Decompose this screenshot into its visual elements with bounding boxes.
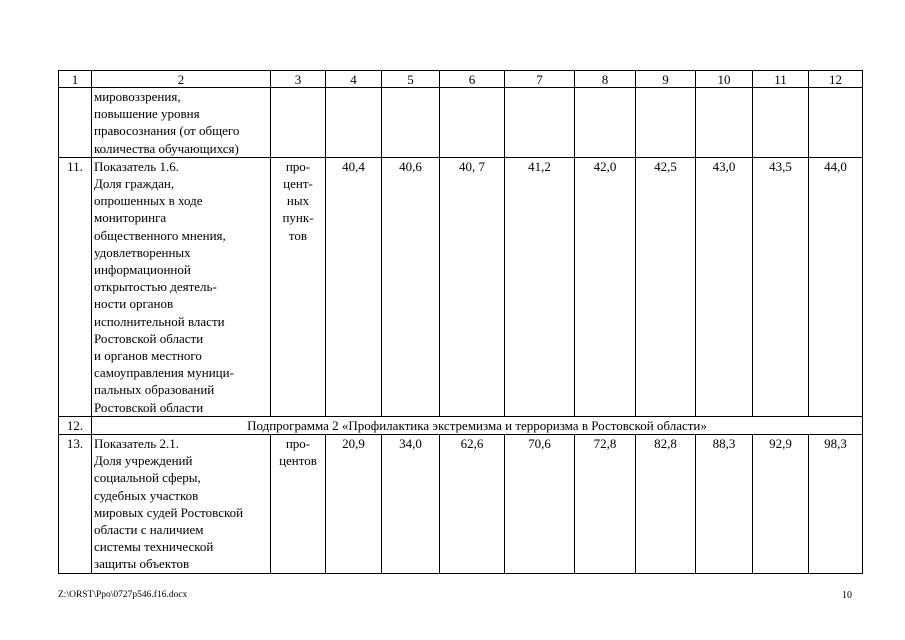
value-cell xyxy=(575,88,636,158)
cell-line: Доля граждан, xyxy=(94,176,175,192)
header-cell-12: 12 xyxy=(809,71,863,88)
value-cell xyxy=(440,88,505,158)
value-cell: 42,0 xyxy=(575,157,636,416)
value-cell xyxy=(382,88,440,158)
cell-line: удовлетворенных xyxy=(94,244,191,260)
cell-line: тов xyxy=(288,227,308,243)
value-cell xyxy=(753,88,809,158)
cell-line: мировых судей Ростовской xyxy=(94,504,244,520)
cell-line: Ростовской области xyxy=(94,399,204,415)
cell-line: цент- xyxy=(283,176,313,192)
table-row-12-subprogram xyxy=(59,416,863,434)
cell-line: самоуправления муници- xyxy=(94,365,234,381)
header-cell-10: 10 xyxy=(696,71,753,88)
value-cell: 98,3 xyxy=(809,435,863,574)
header-cell-5: 5 xyxy=(382,71,440,88)
value-cell xyxy=(809,88,863,158)
unit-cell xyxy=(271,157,326,416)
cell-line: центов xyxy=(279,453,317,469)
cell-line: информационной xyxy=(94,262,191,278)
cell-line: области с наличием xyxy=(94,522,204,538)
indicator-name xyxy=(92,157,271,416)
header-cell-11: 11 xyxy=(753,71,809,88)
cell-line: судебных участков xyxy=(94,487,199,503)
cell-line: повышение уровня xyxy=(94,106,200,122)
cell-line: Показатель 1.6. xyxy=(94,158,179,174)
cell-line: открытостью деятель- xyxy=(94,279,217,295)
value-cell: 43,5 xyxy=(753,157,809,416)
header-cell-6: 6 xyxy=(440,71,505,88)
header-cell-7: 7 xyxy=(505,71,575,88)
value-cell xyxy=(636,88,696,158)
value-cell: 44,0 xyxy=(809,157,863,416)
value-cell: 62,6 xyxy=(440,435,505,574)
row-number: 12. xyxy=(59,416,92,434)
cell-line: про- xyxy=(285,158,311,174)
value-cell: 34,0 xyxy=(382,435,440,574)
value-cell xyxy=(505,88,575,158)
cell-line: пунк- xyxy=(282,210,314,226)
cell-line: ных xyxy=(286,193,310,209)
footer-file-path: Z:\ORST\Ppo\0727p546.f16.docx xyxy=(58,590,188,600)
cell-line: правосознания (от общего xyxy=(94,123,240,139)
value-cell: 82,8 xyxy=(636,435,696,574)
value-cell: 72,8 xyxy=(575,435,636,574)
row-number: 13. xyxy=(59,435,92,574)
table-row-13 xyxy=(59,435,863,574)
cell-line: исполнительной власти xyxy=(94,313,225,329)
value-cell: 40, 7 xyxy=(440,157,505,416)
header-cell-4: 4 xyxy=(326,71,382,88)
value-cell: 40,4 xyxy=(326,157,382,416)
cell-line: защиты объектов xyxy=(94,556,190,572)
value-cell: 88,3 xyxy=(696,435,753,574)
cell-line: и органов местного xyxy=(94,348,202,364)
indicator-name xyxy=(92,435,271,574)
cell-line: общественного мнения, xyxy=(94,227,226,243)
unit-cell xyxy=(271,88,326,158)
value-cell xyxy=(326,88,382,158)
header-cell-9: 9 xyxy=(636,71,696,88)
cell-line: Доля учреждений xyxy=(94,453,193,469)
footer-page-number: 10 xyxy=(842,590,852,601)
value-cell: 20,9 xyxy=(326,435,382,574)
cell-line: ности органов xyxy=(94,296,174,312)
indicator-name xyxy=(92,88,271,158)
table-row-continued xyxy=(59,88,863,158)
unit-cell xyxy=(271,435,326,574)
row-number: 11. xyxy=(59,157,92,416)
cell-line: системы технической xyxy=(94,539,214,555)
cell-line: Показатель 2.1. xyxy=(94,436,179,452)
subprogram-title: Подпрограмма 2 «Профилактика экстремизма и терроризма в Ростовской области» xyxy=(92,416,863,434)
indicator-table xyxy=(58,70,863,574)
value-cell xyxy=(696,88,753,158)
header-cell-2: 2 xyxy=(92,71,271,88)
cell-line: мониторинга xyxy=(94,210,167,226)
cell-line: Ростовской области xyxy=(94,330,204,346)
header-cell-3: 3 xyxy=(271,71,326,88)
value-cell: 40,6 xyxy=(382,157,440,416)
value-cell: 42,5 xyxy=(636,157,696,416)
cell-line: опрошенных в ходе xyxy=(94,193,203,209)
header-cell-8: 8 xyxy=(575,71,636,88)
value-cell: 43,0 xyxy=(696,157,753,416)
row-number xyxy=(59,88,92,158)
cell-line: мировоззрения, xyxy=(94,89,181,104)
table-header-row xyxy=(59,71,863,88)
cell-line: пальных образований xyxy=(94,382,215,398)
cell-line: социальной сферы, xyxy=(94,470,201,486)
cell-line: количества обучающихся) xyxy=(94,140,239,156)
value-cell: 70,6 xyxy=(505,435,575,574)
value-cell: 41,2 xyxy=(505,157,575,416)
cell-line: про- xyxy=(285,436,311,452)
table-row-11 xyxy=(59,157,863,416)
value-cell: 92,9 xyxy=(753,435,809,574)
header-cell-1: 1 xyxy=(59,71,92,88)
